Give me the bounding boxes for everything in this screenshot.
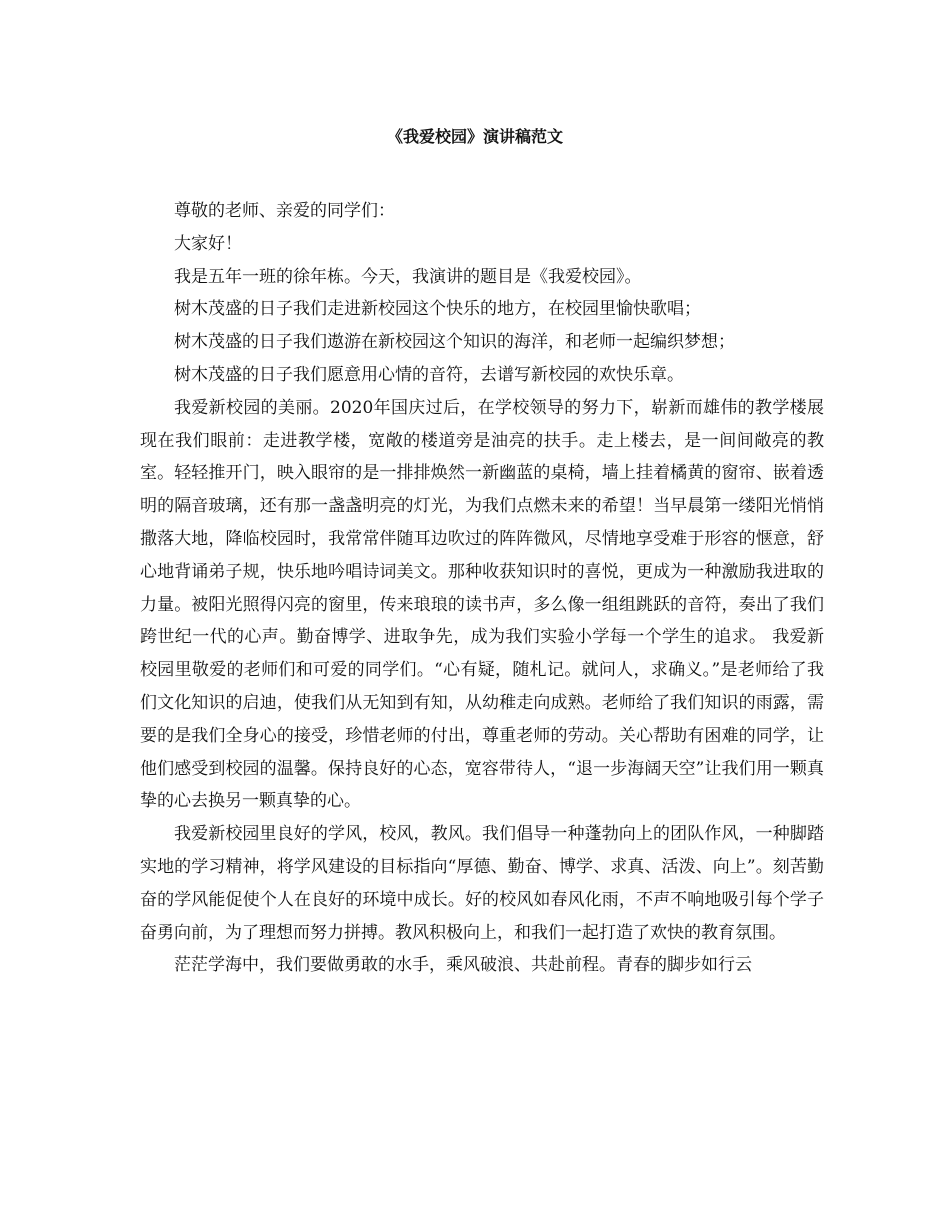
paragraph-school-spirit: 我爱新校园里良好的学风，校风，教风。我们倡导一种蓬勃向上的团队作风，一种脚踏实地的学习精神，将学风建设的目标指向“厚德、勤奋、博学、求真、活泼、向上”。刻苦勤奋的学风能促使个人在良好的环境中成长。好的校风如春风化雨，不声不响地吸引每个学子奋勇向前，为了理想而努力拼搏。教风积极向上，和我们一起打造了欢快的教育氛围。 bbox=[140, 824, 824, 943]
document-title: 《我爱校园》演讲稿范文 bbox=[386, 127, 563, 146]
paragraph-verse-1: 树木茂盛的日子我们走进新校园这个快乐的地方，在校园里愉快歌唱； bbox=[174, 299, 701, 320]
paragraph-salutation: 尊敬的老师、亲爱的同学们： bbox=[174, 201, 395, 221]
paragraph-closing: 茫茫学海中，我们要做勇敢的水手，乘风破浪、共赴前程。青春的脚步如行云 bbox=[174, 955, 752, 976]
paragraph-introduction: 我是五年一班的徐年栋。今天，我演讲的题目是《我爱校园》。 bbox=[174, 266, 642, 287]
paragraph-verse-2: 树木茂盛的日子我们遨游在新校园这个知识的海洋，和老师一起编织梦想； bbox=[174, 332, 735, 353]
paragraph-campus-beauty: 我爱新校园的美丽。2020年国庆过后，在学校领导的努力下，崭新而雄伟的教学楼展现在我们眼前：走进教学楼，宽敞的楼道旁是油亮的扶手。走上楼去，是一间间敞亮的教室。轻轻推开门，映入眼帘的是一排排焕然一新幽蓝的桌椅，墙上挂着橘黄的窗帘、嵌着透明的隔音玻璃，还有那一盏盏明亮的灯光，为我们点燃未来的希望！当早晨第一缕阳光悄悄撒落大地，降临校园时，我常常伴随耳边吹过的阵阵微风，尽情地享受难于形容的惬意，舒心地背诵弟子规，快乐地吟唱诗词美文。那种收获知识时的喜悦，更成为一种激励我进取的力量。被阳光照得闪亮的窗里，传来琅琅的读书声，多么像一组组跳跃的音符，奏出了我们跨世纪一代的心声。勤奋博学、进取争先，成为我们实验小学每一个学生的追求。 我爱新校园里敬爱的老师们和可爱的同学们。“心有疑，随札记。就问人，求确义。”是老师给了我们文化知识的启迪，使我们从无知到有知，从幼稚走向成熟。老师给了我们知识的雨露，需要的是我们全身心的接受，珍惜老师的付出，尊重老师的劳动。关心帮助有困难的同学，让他们感受到校园的温馨。保持良好的心态，宽容带待人，“退一步海阔天空”让我们用一颗真挚的心去换另一颗真挚的心。 bbox=[140, 397, 824, 812]
document-body bbox=[140, 195, 824, 982]
paragraph-greeting: 大家好！ bbox=[174, 233, 242, 254]
paragraph-verse-3: 树木茂盛的日子我们愿意用心情的音符，去谱写新校园的欢快乐章。 bbox=[174, 364, 684, 385]
